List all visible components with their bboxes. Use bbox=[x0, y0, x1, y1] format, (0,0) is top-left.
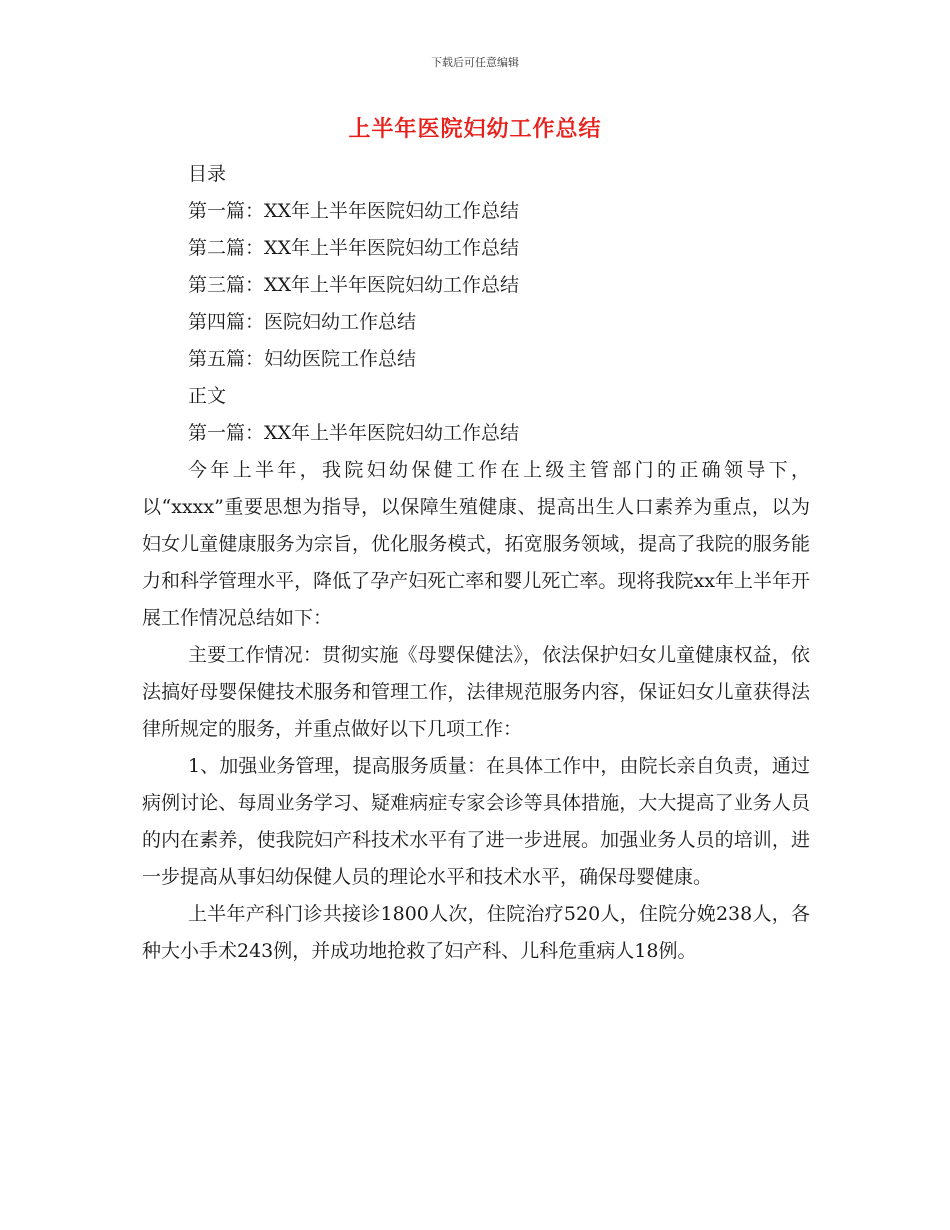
toc-item-part-1: 第一篇：XX年上半年医院妇幼工作总结 bbox=[188, 200, 520, 222]
paragraph-business-management: 1、加强业务管理，提高服务质量：在具体工作中，由院长亲自负责，通过病例讨论、每周业务学习、疑难病症专家会诊等具体措施，大大提高了业务人员的内在素养，使我院妇产科技术水平有了进一步进展。加强业务人员的培训，进一步提高从事妇幼保健人员的理论水平和技术水平，确保母婴健康。 bbox=[142, 755, 810, 888]
document-title: 上半年医院妇幼工作总结 bbox=[348, 117, 602, 142]
section-heading-part-1: 第一篇：XX年上半年医院妇幼工作总结 bbox=[188, 422, 520, 444]
toc-heading: 目录 bbox=[188, 163, 227, 185]
body-text bbox=[142, 452, 810, 970]
toc-item-part-4: 第四篇：医院妇幼工作总结 bbox=[188, 311, 417, 333]
body-heading: 正文 bbox=[188, 385, 227, 407]
table-of-contents bbox=[188, 156, 828, 452]
paragraph-statistics: 上半年产科门诊共接诊1800人次，住院治疗520人，住院分娩238人，各种大小手术243例，并成功地抢救了妇产科、儿科危重病人18例。 bbox=[142, 903, 810, 962]
paragraph-intro: 今年上半年，我院妇幼保健工作在上级主管部门的正确领导下，以“xxxx”重要思想为指导，以保障生殖健康、提高出生人口素养为重点，以为妇女儿童健康服务为宗旨，优化服务模式，拓宽服务领域，提高了我院的服务能力和科学管理水平，降低了孕产妇死亡率和婴儿死亡率。现将我院xx年上半年开展工作情况总结如下： bbox=[142, 459, 810, 629]
toc-item-part-3: 第三篇：XX年上半年医院妇幼工作总结 bbox=[188, 274, 520, 296]
toc-item-part-5: 第五篇：妇幼医院工作总结 bbox=[188, 348, 417, 370]
paragraph-main-work: 主要工作情况：贯彻实施《母婴保健法》，依法保护妇女儿童健康权益，依法搞好母婴保健技术服务和管理工作，法律规范服务内容，保证妇女儿童获得法律所规定的服务，并重点做好以下几项工作： bbox=[142, 644, 810, 740]
toc-item-part-2: 第二篇：XX年上半年医院妇幼工作总结 bbox=[188, 237, 520, 259]
header-note: 下载后可任意编辑 bbox=[431, 56, 519, 69]
